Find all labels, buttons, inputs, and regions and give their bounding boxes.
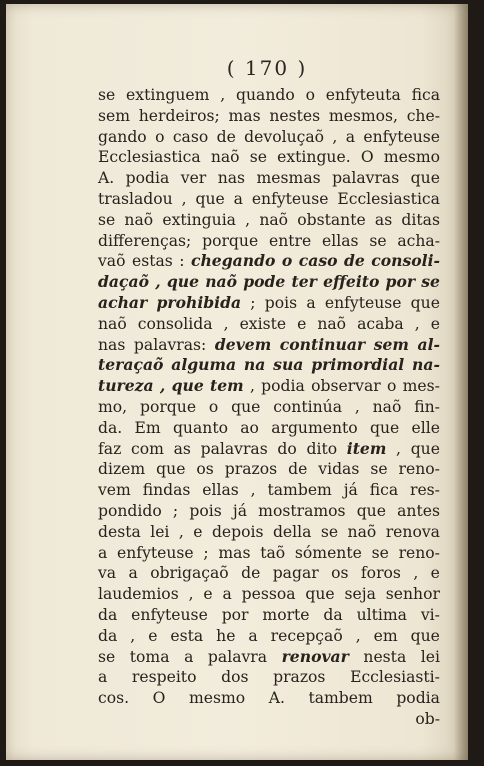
text-line <box>98 605 440 626</box>
line-word: vaõ <box>98 252 126 271</box>
line-word: nesta <box>363 647 407 666</box>
line-word: respeito <box>131 668 197 687</box>
line-word: mas <box>228 106 261 125</box>
line-word: tambem <box>308 689 373 708</box>
line-word: , <box>355 626 361 645</box>
body-text <box>98 85 440 730</box>
line-word: porque <box>139 397 197 416</box>
line-word: esta <box>170 626 204 645</box>
line-word: senhor <box>385 585 440 604</box>
line-word: , <box>130 626 136 645</box>
line-word: ; <box>172 501 179 520</box>
line-word: observar <box>311 377 381 396</box>
text-line <box>98 106 440 127</box>
line-word: , <box>159 376 166 396</box>
line-word: reno- <box>398 543 440 562</box>
line-word: findas <box>142 481 191 500</box>
line-word: vem <box>98 481 131 500</box>
line-word: naõ <box>205 272 238 292</box>
line-word: entre <box>268 231 312 250</box>
line-word: por <box>385 272 416 292</box>
line-word: continúa <box>273 397 342 416</box>
line-word: : <box>179 252 185 271</box>
line-word: se <box>371 543 389 562</box>
text-line <box>98 293 440 314</box>
line-word: pondido <box>98 501 162 520</box>
line-word: morte <box>262 605 310 624</box>
line-word: , <box>188 585 194 604</box>
line-word: o <box>155 127 165 146</box>
line-word: tambem <box>267 481 332 500</box>
line-word: ter <box>291 272 317 292</box>
line-word: , <box>223 314 229 333</box>
line-word: podia <box>261 377 305 396</box>
text-line <box>98 501 440 522</box>
line-word: obrigaçaõ <box>150 564 229 583</box>
line-word: que <box>231 397 261 416</box>
line-word: estas <box>131 252 173 271</box>
line-word: consolida <box>137 314 213 333</box>
line-word: prohibida <box>156 292 242 312</box>
page-gutter-shadow <box>454 4 468 760</box>
line-word: prazos <box>273 668 326 687</box>
line-word: pagar <box>272 564 319 583</box>
line-word: consoli- <box>371 251 440 271</box>
line-word: dito <box>306 439 338 458</box>
line-word: da <box>323 605 343 624</box>
line-word: ; <box>250 293 256 312</box>
line-word: se <box>98 210 116 229</box>
line-word: o <box>305 86 315 104</box>
line-word: que <box>305 585 335 604</box>
line-word: que <box>356 501 386 520</box>
text-line <box>98 314 440 335</box>
line-word: palavras: <box>133 335 207 354</box>
text-line <box>98 210 440 231</box>
line-word: Ecclesiastica <box>98 148 201 167</box>
line-word: a <box>345 127 356 146</box>
line-word: , <box>178 522 184 541</box>
line-word: de <box>241 564 261 583</box>
text-line <box>98 376 440 397</box>
line-word: prazos <box>224 460 278 479</box>
line-word: acha- <box>397 231 440 250</box>
line-word: recepçaõ <box>270 626 343 645</box>
line-word: , <box>181 189 187 208</box>
line-word: ao <box>240 418 259 437</box>
line-word: depois <box>211 522 264 541</box>
line-word: enfyteuse <box>251 189 329 208</box>
line-word: argumento <box>271 418 358 437</box>
line-word: A. <box>268 689 285 708</box>
line-word: sem <box>98 106 131 125</box>
line-word: de <box>288 460 308 479</box>
text-line <box>98 647 440 668</box>
line-word: e <box>297 314 307 333</box>
line-word: porque <box>202 231 259 250</box>
text-line <box>98 584 440 605</box>
line-word: al- <box>417 334 440 354</box>
line-word: pessoa <box>241 585 296 604</box>
line-word: naõ <box>259 210 289 229</box>
line-word: res- <box>410 481 440 500</box>
line-word: della <box>272 522 312 541</box>
line-word: já <box>343 481 358 500</box>
text-line <box>98 85 440 106</box>
text-line <box>98 189 440 210</box>
line-word: fica <box>411 86 440 104</box>
line-word: mostramos <box>258 501 346 520</box>
line-word: , <box>220 86 226 104</box>
line-word: a <box>222 585 232 604</box>
line-word: enfyteuse <box>117 543 194 562</box>
line-word: na <box>243 355 266 375</box>
line-word: nas <box>98 335 126 354</box>
line-word: differenças; <box>98 231 192 250</box>
line-word: ellas <box>202 481 239 500</box>
line-word: extinguem <box>126 86 210 104</box>
line-word: mes- <box>402 377 440 396</box>
line-word: foros <box>360 564 401 583</box>
line-word: a <box>306 293 316 312</box>
line-word: alguma <box>171 355 237 375</box>
text-line <box>98 272 440 293</box>
line-word: da <box>98 626 118 645</box>
line-word: já <box>232 501 248 520</box>
line-word: se <box>369 231 387 250</box>
line-word: que <box>166 272 199 292</box>
line-word: ver <box>180 169 207 188</box>
line-word: enfyteuse <box>363 127 440 146</box>
line-word: se <box>370 460 388 479</box>
line-word: mesmo <box>383 148 440 167</box>
line-word: palavras <box>332 169 400 188</box>
line-word: dizem <box>98 460 146 479</box>
line-word: em <box>373 626 398 645</box>
line-word: que <box>410 169 440 188</box>
line-word: de <box>343 251 365 271</box>
text-line <box>98 439 440 460</box>
line-word: que <box>410 439 440 458</box>
line-word: naõ <box>317 314 347 333</box>
line-word: que <box>410 626 440 645</box>
line-word: que <box>156 460 186 479</box>
line-word: vidas <box>318 460 360 479</box>
line-word: pois <box>189 501 222 520</box>
line-word: pois <box>264 293 298 312</box>
line-word: ob- <box>415 709 440 728</box>
line-word: trasladou <box>98 189 173 208</box>
line-word: O <box>360 148 374 167</box>
line-word: podia <box>125 169 170 188</box>
line-word: , <box>332 127 338 146</box>
line-word: sua <box>273 355 304 375</box>
line-word: de <box>216 127 236 146</box>
line-word: a <box>248 626 258 645</box>
line-word: sómente <box>294 543 362 562</box>
line-word: item <box>346 438 387 458</box>
line-word: obstante <box>297 210 366 229</box>
text-line <box>98 522 440 543</box>
line-word: na- <box>412 355 440 375</box>
line-word: enfyteuse <box>131 605 208 624</box>
text-line <box>98 418 440 439</box>
line-word: se <box>320 522 339 541</box>
line-word: a <box>128 564 138 583</box>
line-word: , <box>354 397 360 416</box>
line-word: renova <box>385 522 440 541</box>
line-word: mesmas <box>256 169 321 188</box>
line-word: as <box>374 210 393 229</box>
line-word: , <box>250 481 256 500</box>
line-word: a <box>98 668 108 687</box>
line-word: devoluçaõ <box>244 127 325 146</box>
line-word: caso <box>298 251 338 271</box>
book-page <box>6 4 468 760</box>
line-word: , <box>155 272 161 292</box>
line-word: tureza <box>98 376 154 396</box>
line-word: Em <box>134 418 161 437</box>
line-word: o <box>386 377 397 396</box>
line-word: ultima <box>356 605 407 624</box>
text-line <box>98 127 440 148</box>
line-word: daçaõ <box>98 272 150 292</box>
line-word: e <box>430 564 440 583</box>
line-word: che- <box>406 106 440 125</box>
line-word: acaba <box>357 314 404 333</box>
line-word: taõ <box>260 543 286 562</box>
line-word: o <box>281 251 293 271</box>
line-word: caso <box>172 127 209 146</box>
line-word: por <box>221 605 249 624</box>
line-word: mesmo <box>188 689 246 708</box>
line-word: , <box>249 377 255 396</box>
line-word: chegando <box>190 251 276 271</box>
line-word: nas <box>217 169 246 188</box>
line-word: vi- <box>420 605 440 624</box>
line-word: a <box>184 647 194 666</box>
line-word: sem <box>373 334 409 354</box>
line-word: extinguia <box>162 210 236 229</box>
line-word: se <box>98 647 116 666</box>
line-word: continuar <box>279 334 366 354</box>
line-word: va <box>98 564 117 583</box>
line-word: laudemios <box>98 585 179 604</box>
line-word: a <box>233 189 243 208</box>
line-word: extingue. <box>277 148 351 167</box>
line-word: renovar <box>281 646 349 666</box>
line-word: tem <box>210 376 244 396</box>
line-word: se <box>98 86 116 104</box>
line-word: fin- <box>414 397 440 416</box>
line-word: herdeiros; <box>138 106 220 125</box>
line-word: lei <box>150 522 170 541</box>
line-word: naõ <box>347 522 377 541</box>
line-word: reno- <box>398 460 440 479</box>
line-word: achar <box>98 292 148 312</box>
text-line <box>98 459 440 480</box>
line-word: podia <box>396 689 440 708</box>
line-word: e <box>193 522 203 541</box>
line-word: quanto <box>172 418 228 437</box>
line-word: e <box>148 626 158 645</box>
text-line <box>98 543 440 564</box>
line-word: mo, <box>98 397 128 416</box>
line-word: quando <box>236 86 295 104</box>
line-word: gando <box>98 127 147 146</box>
line-word: , <box>245 210 251 229</box>
line-word: se <box>421 272 440 292</box>
line-word: naõ <box>98 314 127 333</box>
page-number: ( 170 ) <box>226 56 308 80</box>
line-word: o <box>208 397 219 416</box>
line-word: he <box>216 626 236 645</box>
line-word: que <box>410 293 440 312</box>
line-word: , <box>396 439 402 458</box>
line-word: primordial <box>311 355 405 375</box>
text-line <box>98 335 440 356</box>
line-word: desta <box>98 522 141 541</box>
line-word: existe <box>239 314 287 333</box>
line-word: com <box>130 439 164 458</box>
text-line <box>98 563 440 584</box>
text-line <box>98 397 440 418</box>
line-word: que <box>369 418 400 437</box>
line-word: teraçaõ <box>98 355 164 375</box>
line-word: da <box>98 605 118 624</box>
line-word: seja <box>344 585 376 604</box>
text-line <box>98 688 440 709</box>
line-word: faz <box>98 439 122 458</box>
text-line <box>98 355 440 376</box>
text-line <box>98 667 440 688</box>
line-word: elle <box>411 418 440 437</box>
line-word: O <box>152 689 166 708</box>
line-word: pode <box>243 272 286 292</box>
line-word: A. <box>98 169 115 188</box>
text-line <box>98 251 440 272</box>
line-word: Ecclesiasti- <box>350 668 440 687</box>
text-line <box>98 147 440 168</box>
line-word: mesmos, <box>328 106 398 125</box>
line-word: naõ <box>372 397 402 416</box>
line-word: mas <box>218 543 251 562</box>
line-word: Ecclesiastica <box>337 189 440 208</box>
line-word: e <box>203 585 213 604</box>
line-word: as <box>173 439 191 458</box>
line-word: se <box>249 148 267 167</box>
line-word: palavra <box>207 647 268 666</box>
line-word: cos. <box>98 689 130 708</box>
line-word: naõ <box>124 210 154 229</box>
line-word: toma <box>129 647 170 666</box>
line-word: da. <box>98 418 123 437</box>
line-word: lei <box>420 647 440 666</box>
line-word: e <box>430 314 440 333</box>
line-word: a <box>98 543 108 562</box>
text-line <box>98 626 440 647</box>
line-word: que <box>171 376 204 396</box>
line-word: ; <box>203 543 209 562</box>
line-word: naõ <box>210 148 240 167</box>
line-word: ditas <box>401 210 440 229</box>
line-word: os <box>331 564 349 583</box>
text-line <box>98 168 440 189</box>
line-word: os <box>196 460 214 479</box>
line-word: fica <box>369 481 399 500</box>
line-word: antes <box>397 501 440 520</box>
line-word: nestes <box>269 106 321 125</box>
text-line <box>98 709 440 730</box>
line-word: palavras <box>200 439 268 458</box>
line-word: , <box>413 564 419 583</box>
line-word: enfyteuta <box>325 86 401 104</box>
text-line <box>98 480 440 501</box>
line-word: , <box>414 314 420 333</box>
line-word: enfyteuse <box>324 293 402 312</box>
line-word: ellas <box>322 231 359 250</box>
line-word: do <box>277 439 297 458</box>
line-word: dos <box>221 668 249 687</box>
line-word: effeito <box>323 272 380 292</box>
line-word: que <box>195 189 225 208</box>
line-word: devem <box>214 334 272 354</box>
text-line <box>98 231 440 252</box>
